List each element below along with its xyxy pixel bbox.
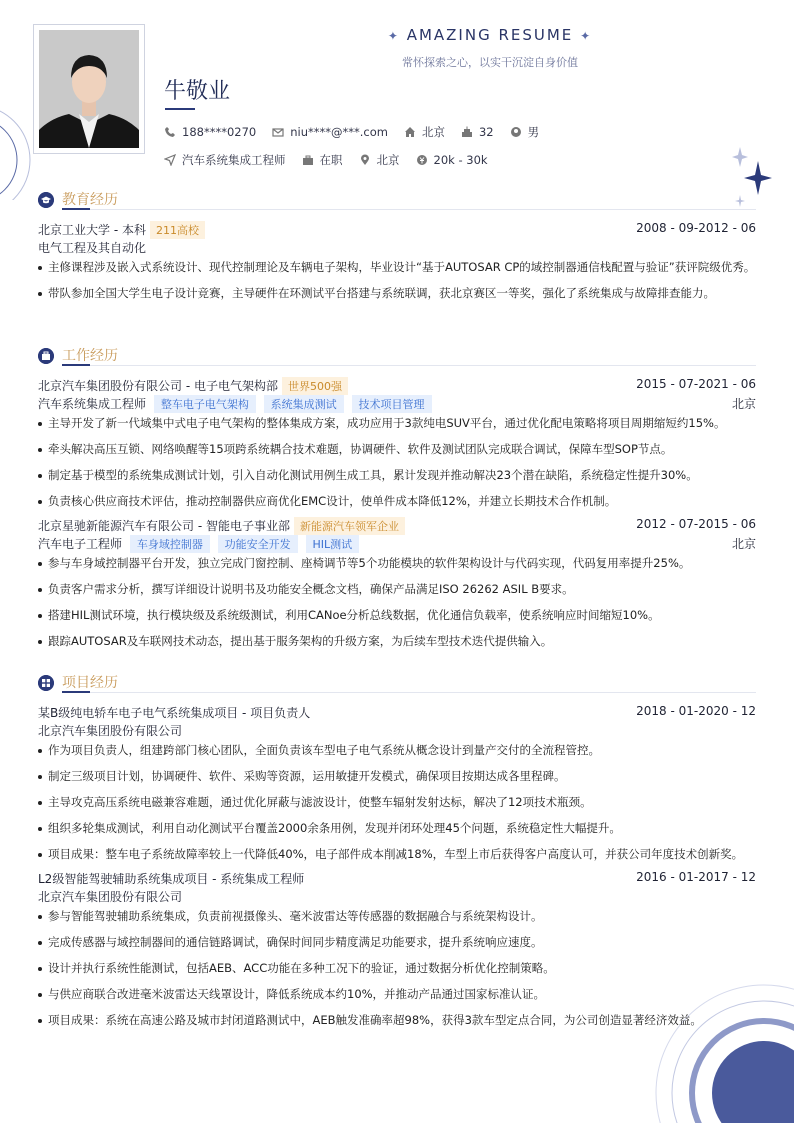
status-text: 在职 — [319, 153, 343, 167]
contact-row — [164, 124, 555, 140]
school-name: 北京工业大学 - 本科 — [38, 223, 146, 237]
project-bullets — [38, 906, 756, 1031]
education-section — [38, 189, 756, 309]
email-icon — [272, 126, 284, 138]
target-city-item — [359, 152, 400, 168]
project-bullets — [38, 740, 756, 865]
salary-item — [416, 153, 488, 167]
list-item: 制定三级项目计划，协调硬件、软件、采购等资源，运用敏捷开发模式，确保项目按期达成各里程碑。 — [38, 766, 756, 787]
work-header — [38, 345, 756, 367]
section-divider-accent — [62, 364, 90, 366]
company-tag: 新能源汽车领军企业 — [294, 517, 405, 535]
list-item: 制定基于模型的系统集成测试计划，引入自动化测试用例生成工具，累计发现并推动解决23个潜在缺陷，系统稳定性提升30%。 — [38, 465, 756, 486]
briefcase-icon — [302, 154, 314, 166]
education-header — [38, 189, 756, 211]
age-text: 32 — [478, 125, 494, 139]
sparkle-left-icon: ✦ — [387, 29, 400, 43]
projects-title: 项目经历 — [62, 675, 118, 691]
phone-icon — [164, 126, 176, 138]
job-bullets — [38, 413, 756, 512]
phone-text: 188****0270 — [182, 125, 257, 139]
list-item: 作为项目负责人，组建跨部门核心团队，全面负责该车型电子电气系统从概念设计到量产交付的全流程管控。 — [38, 740, 756, 761]
job-sub — [38, 535, 756, 553]
projects-section — [38, 672, 756, 1036]
job-head — [38, 377, 756, 395]
job-entry — [38, 517, 756, 652]
work-section — [38, 345, 756, 657]
salary-icon — [416, 154, 428, 166]
cake-icon — [461, 126, 473, 138]
project-name: L2级智能驾驶辅助系统集成项目 - 系统集成工程师 — [38, 872, 305, 886]
education-entry-head — [38, 221, 756, 239]
section-divider-accent — [62, 691, 90, 693]
send-icon — [164, 154, 176, 166]
list-item: 负责核心供应商技术评估，推动控制器供应商优化EMC设计，使单件成本降低12%，并建立长期技术合作机制。 — [38, 491, 756, 512]
list-item: 负责客户需求分析，撰写详细设计说明书及功能安全概念文档，确保产品满足ISO 26262 ASIL B要求。 — [38, 579, 756, 600]
job-head — [38, 517, 756, 535]
briefcase-section-icon — [38, 348, 54, 364]
resume-subtitle: 常怀探索之心，以实干沉淀自身价值 — [402, 56, 578, 69]
job-location: 北京 — [731, 397, 756, 411]
city-text: 北京 — [421, 125, 445, 139]
list-item: 主导攻克高压系统电磁兼容难题，通过优化屏蔽与滤波设计，使整车辐射发射达标，解决了12项技术瓶颈。 — [38, 792, 756, 813]
list-item: 项目成果：整车电子系统故障率较上一代降低40%，电子部件成本削减18%，车型上市后获得客户高度认可，并获公司年度技术创新奖。 — [38, 844, 756, 865]
grid-icon — [38, 675, 54, 691]
salary-text: 20k - 30k — [433, 153, 488, 167]
gender-item — [510, 124, 540, 140]
graduation-cap-icon — [38, 192, 54, 208]
section-divider-accent — [62, 208, 90, 210]
name-underline — [165, 108, 195, 110]
project-company: 北京汽车集团股份有限公司 — [38, 724, 183, 738]
list-item: 项目成果：系统在高速公路及城市封闭道路测试中，AEB触发准确率超98%，获得3款车型定点合同，为公司创造显著经济效益。 — [38, 1010, 756, 1031]
list-item: 设计并执行系统性能测试，包括AEB、ACC功能在多种工况下的验证，通过数据分析优化控制策略。 — [38, 958, 756, 979]
section-divider — [62, 209, 756, 210]
job-date: 2012 - 07-2015 - 06 — [636, 517, 756, 531]
skill-tag: HIL测试 — [306, 535, 360, 553]
list-item: 主导开发了新一代域集中式电子电气架构的整体集成方案，成功应用于3款纯电SUV平台，通过优化配电策略将项目周期缩短约15%。 — [38, 413, 756, 434]
status-item — [302, 152, 343, 168]
school-tag: 211高校 — [150, 221, 205, 239]
company-name: 北京汽车集团股份有限公司 - 电子电气架构部 — [38, 379, 278, 393]
resume-title-text: AMAZING RESUME — [406, 26, 574, 44]
profile-photo — [39, 30, 139, 148]
skill-tag: 技术项目管理 — [352, 395, 432, 413]
education-bullets — [38, 257, 756, 304]
job-entry — [38, 377, 756, 512]
project-entry — [38, 870, 756, 1031]
project-name: 某B级纯电轿车电子电气系统集成项目 - 项目负责人 — [38, 706, 311, 720]
education-date: 2008 - 09-2012 - 06 — [636, 221, 756, 235]
gender-icon — [510, 126, 522, 138]
section-divider — [62, 692, 756, 693]
gender-text: 男 — [527, 125, 540, 139]
company-tag: 世界500强 — [282, 377, 348, 395]
job-sub — [38, 395, 756, 413]
list-item: 参与智能驾驶辅助系统集成，负责前视摄像头、毫米波雷达等传感器的数据融合与系统架构设计。 — [38, 906, 756, 927]
list-item: 主修课程涉及嵌入式系统设计、现代控制理论及车辆电子架构，毕业设计“基于AUTOSAR CP的域控制器通信栈配置与验证”获评院级优秀。 — [38, 257, 756, 278]
section-divider — [62, 365, 756, 366]
list-item: 带队参加全国大学生电子设计竞赛，主导硬件在环测试平台搭建与系统联调，获北京赛区一等奖，强化了系统集成与故障排查能力。 — [38, 283, 756, 304]
skill-tag: 系统集成测试 — [264, 395, 344, 413]
location-pin-icon — [359, 154, 371, 166]
list-item: 牵头解决高压互锁、网络唤醒等15项跨系统耦合技术难题，协调硬件、软件及测试团队完成联合调试，保障车型SOP节点。 — [38, 439, 756, 460]
major: 电气工程及其自动化 — [38, 241, 147, 255]
list-item: 完成传感器与域控制器间的通信链路调试，确保时间同步精度满足功能要求，提升系统响应速度。 — [38, 932, 756, 953]
job-date: 2015 - 07-2021 - 06 — [636, 377, 756, 391]
project-company: 北京汽车集团股份有限公司 — [38, 890, 183, 904]
home-icon — [404, 126, 416, 138]
job-role: 汽车系统集成工程师 — [38, 397, 147, 411]
age-item — [461, 125, 494, 139]
person-silhouette-icon — [39, 30, 139, 148]
skill-tag: 车身域控制器 — [130, 535, 210, 553]
target-city-text: 北京 — [376, 153, 400, 167]
education-title: 教育经历 — [62, 192, 118, 208]
list-item: 组织多轮集成测试，利用自动化测试平台覆盖2000余条用例，发现并闭环处理45个问题，系统稳定性大幅提升。 — [38, 818, 756, 839]
email-item — [272, 125, 388, 139]
job-role: 汽车电子工程师 — [38, 537, 123, 551]
skill-tag: 功能安全开发 — [218, 535, 298, 553]
email-text: niu****@***.com — [290, 125, 388, 139]
project-entry — [38, 704, 756, 865]
sparkle-right-icon: ✦ — [580, 29, 593, 43]
list-item: 跟踪AUTOSAR及车联网技术动态，提出基于服务架构的升级方案，为后续车型技术迭代提供输入。 — [38, 631, 756, 652]
work-title: 工作经历 — [62, 348, 118, 364]
list-item: 与供应商联合改进毫米波雷达天线罩设计，降低系统成本约10%，并推动产品通过国家标准认证。 — [38, 984, 756, 1005]
job-intent-row — [164, 152, 504, 168]
project-head — [38, 870, 756, 888]
project-date: 2018 - 01-2020 - 12 — [636, 704, 756, 718]
list-item: 搭建HIL测试环境，执行模块级及系统级测试，利用CANoe分析总线数据，优化通信负载率，使系统响应时间缩短10%。 — [38, 605, 756, 626]
company-name: 北京星驰新能源汽车有限公司 - 智能电子事业部 — [38, 519, 290, 533]
project-date: 2016 - 01-2017 - 12 — [636, 870, 756, 884]
resume-title — [385, 26, 595, 44]
projects-header — [38, 672, 756, 694]
target-job-item — [164, 152, 286, 168]
job-location: 北京 — [731, 537, 756, 551]
list-item: 参与车身域控制器平台开发，独立完成门窗控制、座椅调节等5个功能模块的软件架构设计与代码实现，代码复用率提升25%。 — [38, 553, 756, 574]
candidate-name: 牛敬业 — [164, 79, 231, 104]
phone-item — [164, 125, 256, 139]
profile-photo-frame — [33, 24, 145, 154]
target-job-text: 汽车系统集成工程师 — [182, 153, 286, 167]
project-head — [38, 704, 756, 722]
city-item — [404, 124, 445, 140]
job-bullets — [38, 553, 756, 652]
skill-tag: 整车电子电气架构 — [154, 395, 256, 413]
